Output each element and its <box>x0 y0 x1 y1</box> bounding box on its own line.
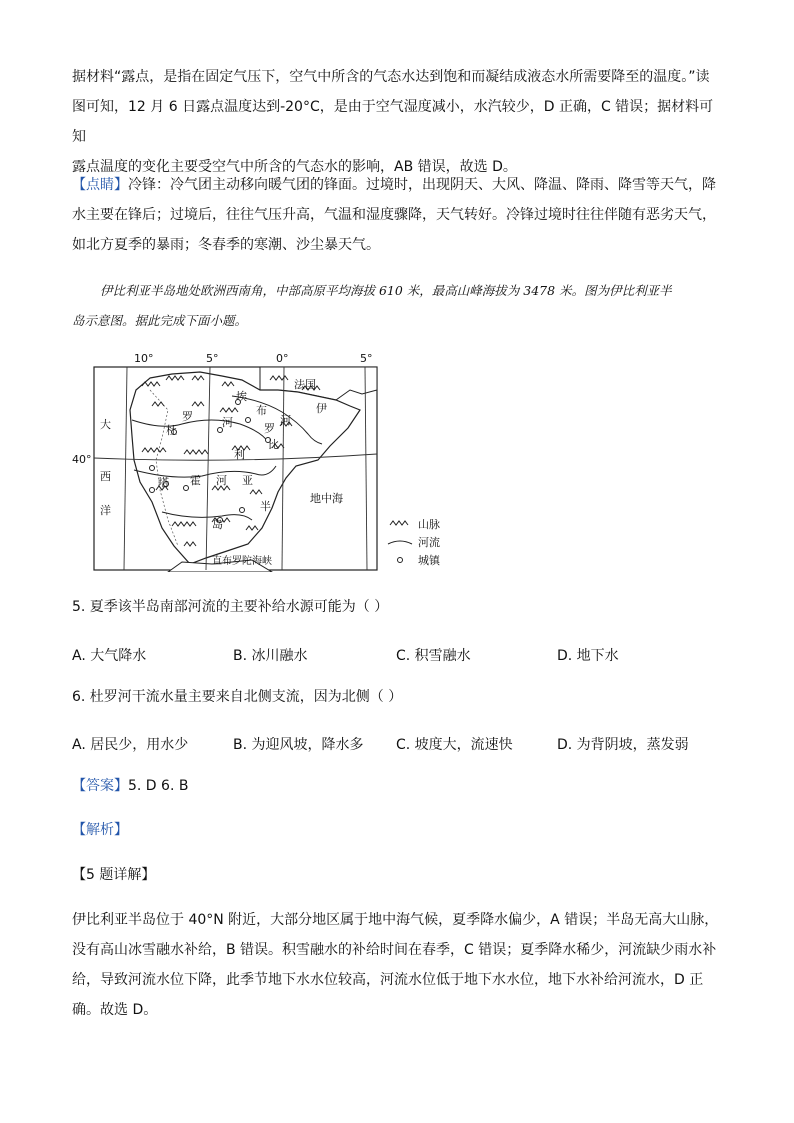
q6-stem: 6. 杜罗河干流水量主要来自北侧支流，因为北侧（ ） <box>72 689 403 705</box>
mountain-legend-icon <box>390 521 408 525</box>
answer-text: 5. D 6. B <box>128 778 189 794</box>
river-label: 霍 <box>190 474 201 487</box>
ocean-label: 西 <box>100 470 111 483</box>
dianjing-text: 冷锋：冷气团主动移向暖气团的锋面。过境时，出现阴天、大风、降温、降雨、降雪等天气，降 <box>128 177 716 193</box>
sea-label: 地中海 <box>310 492 343 505</box>
option-b[interactable]: B. 冰川融水 <box>233 648 308 664</box>
river-label: 罗 <box>182 410 193 423</box>
river-label: 河 <box>216 474 227 487</box>
intro-line: 伊比利亚半岛地处欧洲西南角，中部高原平均海拔 610 米，最高山峰海拔为 3478 米。图为伊比利亚半 <box>100 283 672 298</box>
country-label: 法国 <box>294 378 316 391</box>
intro-line: 岛示意图。据此完成下面小题。 <box>72 313 248 328</box>
ocean-label: 大 <box>100 418 111 431</box>
paragraph-line: 图可知，12 月 6 日露点温度达到-20°C，是由于空气湿度减小，水汽较少，D 正确，C 错误；据材料可知 <box>72 99 714 145</box>
jiexi-label: 【解析】 <box>72 822 128 838</box>
option-d[interactable]: D. 地下水 <box>557 648 619 664</box>
top-paragraph <box>72 62 720 182</box>
paragraph-line: 据材料“露点，是指在固定气压下，空气中所含的气态水达到饱和而凝结成液态水所需要降至的温度。”读 <box>72 69 710 85</box>
option-d[interactable]: D. 为背阴坡，蒸发弱 <box>557 737 689 753</box>
paragraph-line: 伊比利亚半岛位于 40°N 附近，大部分地区属于地中海气候，夏季降水偏少，A 错误；半岛无高大山脉， <box>72 912 719 928</box>
river-label: 塔 <box>158 476 169 489</box>
lon-label: 5° <box>360 352 373 365</box>
paragraph-line: 水主要在锋后；过境后，往往气压升高，气温和湿度骤降，天气转好。冷锋过境时往往伴随有恶劣天气， <box>72 207 716 223</box>
river-label: 河 <box>280 414 291 427</box>
lon-label: 0° <box>276 352 289 365</box>
option-a[interactable]: A. 居民少，用水少 <box>72 737 189 753</box>
q6-options <box>72 734 722 756</box>
ocean-label: 洋 <box>100 504 111 517</box>
answer-line <box>72 771 720 801</box>
legend-label: 山脉 <box>418 518 440 531</box>
jiexi-heading <box>72 815 720 845</box>
legend-label: 城镇 <box>418 554 440 567</box>
river-label: 河 <box>222 416 233 429</box>
answer-label: 【答案】 <box>72 778 128 794</box>
region-label: 比 <box>268 438 279 451</box>
option-b[interactable]: B. 为迎风坡，降水多 <box>233 737 364 753</box>
lon-label: 5° <box>206 352 219 365</box>
river-legend-icon <box>388 541 412 544</box>
region-label: 伊 <box>316 402 327 415</box>
paragraph-line: 给，导致河流水位下降，此季节地下水水位较高，河流水位低于地下水水位，地下水补给河流水，D 正 <box>72 972 704 988</box>
q5-stem: 5. 夏季该半岛南部河流的主要补给水源可能为（ ） <box>72 599 389 615</box>
paragraph-line: 没有高山冰雪融水补给，B 错误。积雪融水的补给时间在春季，C 错误；夏季降水稀少，河流缺少雨水补 <box>72 942 717 958</box>
dianjing-label: 【点睛】 <box>72 177 128 193</box>
paragraph-line: 确。故选 D。 <box>72 1002 158 1018</box>
region-label: 半 <box>260 500 271 513</box>
region-label: 亚 <box>242 474 253 487</box>
region-label: 岛 <box>212 518 223 531</box>
q5-detail-heading: 【5 题详解】 <box>72 867 156 883</box>
paragraph-line: 如北方夏季的暴雨；冬春季的寒潮、沙尘暴天气。 <box>72 237 380 253</box>
option-c[interactable]: C. 积雪融水 <box>396 648 471 664</box>
town-legend-icon <box>398 558 403 563</box>
question-intro <box>72 276 722 336</box>
paragraph-line <box>72 170 720 200</box>
option-a[interactable]: A. 大气降水 <box>72 648 147 664</box>
dianjing-section <box>72 170 720 260</box>
lon-label: 10° <box>134 352 154 365</box>
paragraph-line: 露点温度的变化主要受空气中所含的气态水的影响，AB 错误，故选 D。 <box>72 159 517 175</box>
option-c[interactable]: C. 坡度大，流速快 <box>396 737 513 753</box>
q5-options <box>72 645 722 667</box>
river-label: 布 <box>256 404 267 417</box>
map-legend <box>388 518 441 567</box>
legend-label: 河流 <box>418 536 440 549</box>
river-label: 罗 <box>264 422 275 435</box>
river-label: 埃 <box>236 390 247 403</box>
river-label: 杜 <box>166 424 177 437</box>
region-label: 利 <box>234 448 245 461</box>
detail-paragraph <box>72 905 720 1025</box>
iberia-map <box>72 350 447 572</box>
lat-label: 40° <box>72 453 92 466</box>
strait-label: 直布罗陀海峡 <box>212 556 272 567</box>
